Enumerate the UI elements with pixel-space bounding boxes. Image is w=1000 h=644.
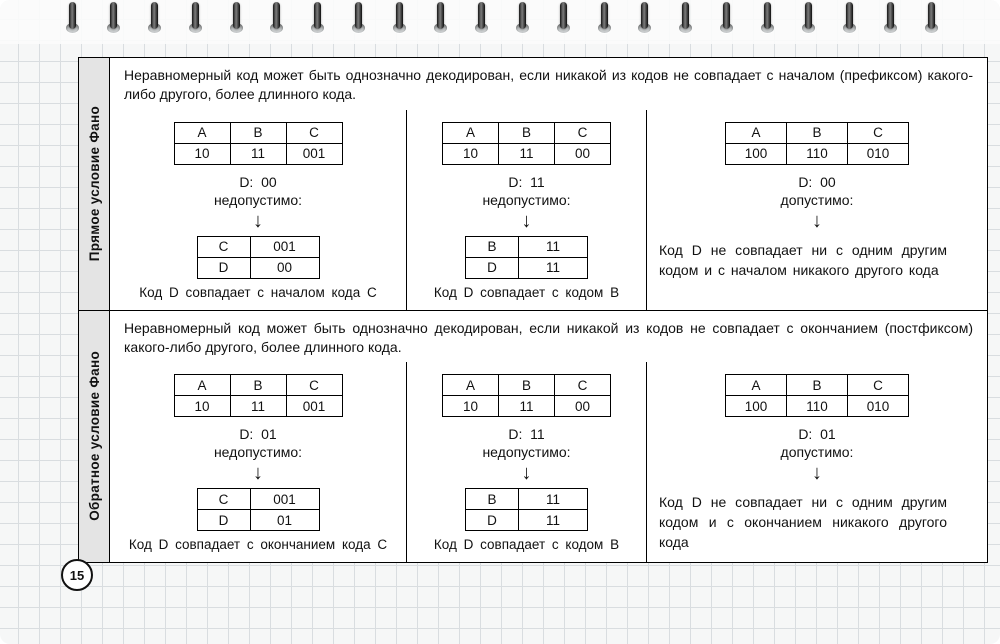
table-row (197, 236, 319, 257)
letter-cell: B (787, 375, 848, 396)
letter-cell: A (443, 122, 499, 143)
code-cell: 010 (848, 143, 909, 164)
letter-cell: A (726, 375, 787, 396)
ring-wire (355, 2, 362, 29)
code-cell: 00 (555, 396, 611, 417)
code-cell: 10 (174, 396, 230, 417)
letter-cell: C (848, 122, 909, 143)
code-cell: 110 (787, 396, 848, 417)
section-direct-fano (79, 58, 987, 310)
ring-wire (764, 2, 771, 29)
letter-cell: C (555, 375, 611, 396)
section-side-strip (79, 311, 110, 563)
code-cell: 010 (848, 396, 909, 417)
example-column-2 (407, 110, 647, 310)
ring-wire (805, 2, 812, 29)
table-row (174, 396, 342, 417)
binding-ring (557, 2, 570, 40)
example-column-3 (647, 362, 987, 562)
code-cell: 001 (286, 143, 342, 164)
pair-letter-cell: B (466, 489, 519, 510)
code-cell: 10 (443, 143, 499, 164)
code-cell: 11 (230, 396, 286, 417)
table-row (466, 257, 588, 278)
binding-ring (638, 2, 651, 40)
binding-ring (598, 2, 611, 40)
table-row (726, 375, 909, 396)
binding-ring (311, 2, 324, 40)
side-label-text: Прямое условие Фано (86, 106, 102, 262)
conclusion-note: Код D не совпадает ни с одним другим кодом и с началом никакого другого кода (659, 241, 947, 278)
arrow-down-icon: ↓ (253, 209, 263, 232)
table-row (466, 489, 588, 510)
code-table (725, 122, 909, 165)
table-row (174, 375, 342, 396)
table-row (197, 489, 319, 510)
arrow-down-icon: ↓ (253, 462, 263, 485)
table-row (466, 236, 588, 257)
section-main (110, 311, 987, 563)
pair-code-cell: 001 (250, 489, 319, 510)
pair-code-cell: 11 (519, 236, 588, 257)
ring-wire (560, 2, 567, 29)
code-table (725, 374, 909, 417)
section-main (110, 58, 987, 310)
binding-ring (393, 2, 406, 40)
pair-table (465, 236, 588, 279)
table-row (197, 257, 319, 278)
code-cell: 100 (726, 143, 787, 164)
code-cell: 00 (555, 143, 611, 164)
letter-cell: C (555, 122, 611, 143)
d-code-label: D: 11 (508, 173, 545, 190)
letter-cell: A (174, 375, 230, 396)
arrow-down-icon: ↓ (812, 462, 822, 485)
d-code-label: D: 00 (239, 173, 277, 190)
binding-ring (230, 2, 243, 40)
binding-ring (516, 2, 529, 40)
letter-cell: C (848, 375, 909, 396)
table-row (726, 143, 909, 164)
ring-wire (192, 2, 199, 29)
pair-letter-cell: D (466, 510, 519, 531)
table-row (443, 143, 611, 164)
pair-letter-cell: C (197, 236, 250, 257)
pair-letter-cell: D (197, 510, 250, 531)
ring-wire (273, 2, 280, 29)
arrow-down-icon: ↓ (521, 209, 532, 232)
intro-text: Неравномерный код может быть однозначно декодирован, если никакой из кодов не совпадает с началом (префиксом) какого-либо другого, более длинного кода. (124, 67, 973, 103)
pair-letter-cell: B (466, 236, 519, 257)
pair-table (465, 488, 588, 531)
side-label-text: Обратное условие Фано (86, 351, 102, 522)
table-row (726, 122, 909, 143)
table-row (726, 396, 909, 417)
code-cell: 100 (726, 396, 787, 417)
binding-ring (66, 2, 79, 40)
caption-text: Код D совпадает с кодом B (433, 537, 620, 552)
ring-wire (887, 2, 894, 29)
binding-ring (189, 2, 202, 40)
ring-wire (519, 2, 526, 29)
ring-wire (233, 2, 240, 29)
page-number: 15 (69, 567, 85, 583)
d-code-label: D: 11 (508, 426, 545, 443)
ring-wire (437, 2, 444, 29)
table-row (443, 396, 611, 417)
letter-cell: C (286, 375, 342, 396)
caption-text: Код D совпадает с началом кода C (139, 284, 377, 300)
caption-text: Код D совпадает с окончанием кода C (128, 537, 388, 552)
example-column-1 (110, 362, 407, 562)
pair-letter-cell: C (197, 489, 250, 510)
letter-cell: C (286, 122, 342, 143)
conclusion-note: Код D не совпадает ни с одним другим кодом и с окончанием никакого другого кода (659, 494, 947, 550)
code-cell: 110 (787, 143, 848, 164)
d-code-label: D: 00 (798, 173, 836, 190)
pair-table (197, 488, 320, 531)
code-cell: 10 (174, 143, 230, 164)
ring-wire (151, 2, 158, 29)
pair-code-cell: 11 (519, 489, 588, 510)
ring-wire (69, 2, 76, 29)
table-row (466, 510, 588, 531)
binding-ring (107, 2, 120, 40)
letter-cell: A (726, 122, 787, 143)
table-row (443, 375, 611, 396)
ring-wire (601, 2, 608, 29)
code-cell: 001 (286, 396, 342, 417)
binding-ring (352, 2, 365, 40)
letter-cell: B (499, 122, 555, 143)
binding-ring (679, 2, 692, 40)
code-table (442, 374, 611, 417)
binding-ring (148, 2, 161, 40)
pair-letter-cell: D (466, 257, 519, 278)
ring-wire (641, 2, 648, 29)
page-number-badge (61, 559, 93, 591)
d-code-label: D: 01 (798, 426, 836, 443)
binding-ring (761, 2, 774, 40)
verdict-label: допустимо: (780, 444, 854, 461)
letter-cell: A (443, 375, 499, 396)
ring-wire (928, 2, 935, 29)
section-reverse-fano (79, 310, 987, 563)
letter-cell: B (787, 122, 848, 143)
letter-cell: A (174, 122, 230, 143)
d-code-label: D: 01 (239, 426, 277, 443)
table-row (174, 143, 342, 164)
caption-text: Код D совпадает с кодом B (433, 284, 620, 300)
examples-row (110, 110, 987, 310)
arrow-down-icon: ↓ (521, 462, 532, 485)
verdict-label: недопустимо: (482, 191, 571, 208)
ring-wire (110, 2, 117, 29)
example-column-3 (647, 110, 987, 310)
ring-wire (314, 2, 321, 29)
ring-wire (723, 2, 730, 29)
letter-cell: B (499, 375, 555, 396)
pair-letter-cell: D (197, 257, 250, 278)
code-cell: 11 (499, 143, 555, 164)
binding-ring (802, 2, 815, 40)
pair-code-cell: 001 (250, 236, 319, 257)
arrow-down-icon: ↓ (812, 209, 822, 232)
pair-table (197, 236, 320, 279)
table-row (443, 122, 611, 143)
example-column-1 (110, 110, 407, 310)
code-cell: 10 (443, 396, 499, 417)
binding-ring (925, 2, 938, 40)
ring-wire (682, 2, 689, 29)
verdict-label: недопустимо: (482, 444, 571, 461)
table-row (197, 510, 319, 531)
letter-cell: B (230, 375, 286, 396)
binding-ring (434, 2, 447, 40)
letter-cell: B (230, 122, 286, 143)
verdict-label: допустимо: (780, 191, 854, 208)
binding-ring (720, 2, 733, 40)
content-sheet (78, 57, 988, 563)
code-table (174, 122, 343, 165)
ring-wire (396, 2, 403, 29)
code-table (174, 374, 343, 417)
spiral-binding (66, 2, 938, 42)
binding-ring (884, 2, 897, 40)
ring-wire (846, 2, 853, 29)
code-cell: 11 (230, 143, 286, 164)
example-column-2 (407, 362, 647, 562)
binding-ring (843, 2, 856, 40)
verdict-label: недопустимо: (213, 191, 303, 208)
intro-text: Неравномерный код может быть однозначно декодирован, если никакой из кодов не совпадает с окончанием (постфиксом) какого-либо другого, более длинного кода. (124, 319, 973, 355)
binding-ring (475, 2, 488, 40)
section-side-strip (79, 58, 110, 310)
pair-code-cell: 00 (250, 257, 319, 278)
code-table (442, 122, 611, 165)
examples-row (110, 362, 987, 562)
ring-wire (478, 2, 485, 29)
code-cell: 11 (499, 396, 555, 417)
pair-code-cell: 11 (519, 257, 588, 278)
verdict-label: недопустимо: (213, 444, 303, 461)
pair-code-cell: 11 (519, 510, 588, 531)
binding-ring (270, 2, 283, 40)
table-row (174, 122, 342, 143)
pair-code-cell: 01 (250, 510, 319, 531)
